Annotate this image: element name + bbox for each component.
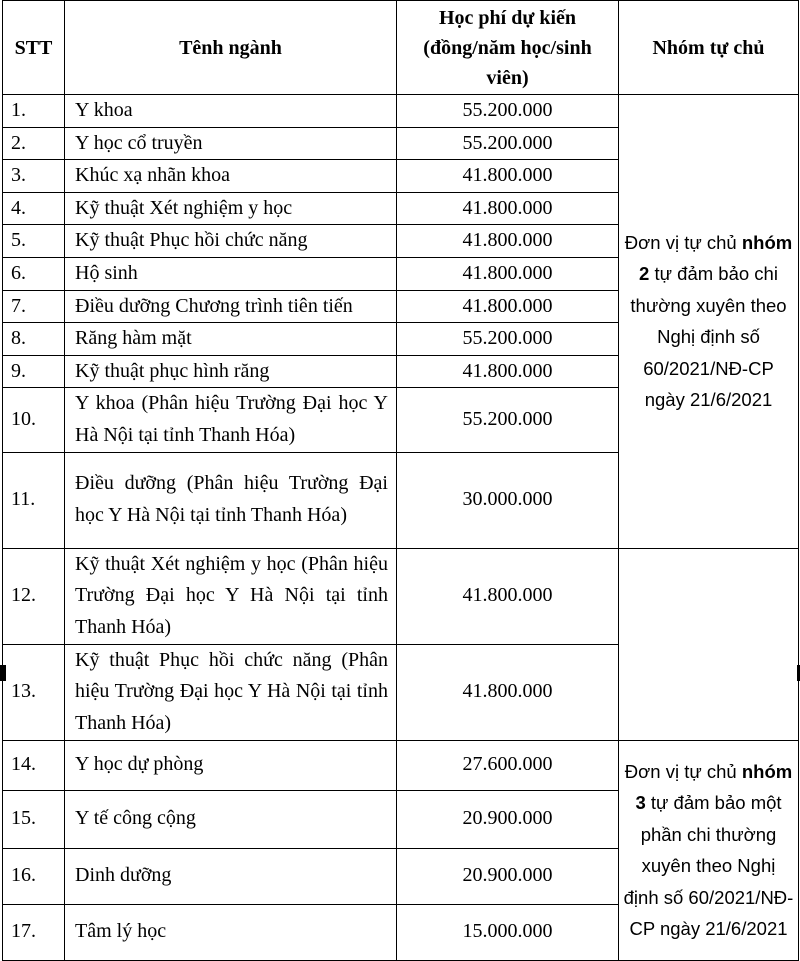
row-name: Khúc xạ nhãn khoa: [65, 160, 397, 193]
group-3-post: tự đảm bảo một phần chi thường xuyên theo Nghị định số 60/2021/NĐ-CP ngày 21/6/2021: [623, 792, 794, 940]
row-fee: 27.600.000: [397, 740, 619, 790]
row-stt: 15.: [3, 790, 65, 848]
row-stt: 7.: [3, 290, 65, 323]
row-stt: 17.: [3, 904, 65, 960]
row-fee: 41.800.000: [397, 192, 619, 225]
row-fee: 41.800.000: [397, 548, 619, 644]
left-edge-mark: [0, 665, 6, 681]
tuition-table: [2, 0, 799, 961]
row-fee: 41.800.000: [397, 290, 619, 323]
row-stt: 11.: [3, 452, 65, 548]
row-stt: 13.: [3, 644, 65, 740]
row-name: Dinh dưỡng: [65, 848, 397, 904]
row-stt: 14.: [3, 740, 65, 790]
row-stt: 8.: [3, 323, 65, 356]
row-fee: 30.000.000: [397, 452, 619, 548]
row-fee: 15.000.000: [397, 904, 619, 960]
row-stt: 16.: [3, 848, 65, 904]
row-name: Kỹ thuật Xét nghiệm y học: [65, 192, 397, 225]
group-2-pre: Đơn vị tự chủ: [624, 231, 737, 253]
row-fee: 55.200.000: [397, 323, 619, 356]
row-fee: 55.200.000: [397, 388, 619, 452]
row-name: Tâm lý học: [65, 904, 397, 960]
row-name: Y học cổ truyền: [65, 127, 397, 160]
row-name: Kỹ thuật Phục hồi chức năng: [65, 225, 397, 258]
table-row: [3, 95, 799, 128]
tuition-table-wrapper: [2, 0, 798, 961]
row-stt: 6.: [3, 257, 65, 290]
row-stt: 2.: [3, 127, 65, 160]
row-name: Y tế công cộng: [65, 790, 397, 848]
row-stt: 10.: [3, 388, 65, 452]
row-name: Kỹ thuật phục hình răng: [65, 355, 397, 388]
row-stt: 3.: [3, 160, 65, 193]
group-2-cell: [619, 95, 799, 549]
group-2-bold: nhóm 2: [639, 231, 793, 285]
row-name: Y khoa (Phân hiệu Trường Đại học Y Hà Nội tại tỉnh Thanh Hóa): [65, 388, 397, 452]
row-name: Y học dự phòng: [65, 740, 397, 790]
table-row: [3, 548, 799, 644]
row-name: Y khoa: [65, 95, 397, 128]
header-group: Nhóm tự chủ: [619, 1, 799, 95]
group-2-post: tự đảm bảo chi thường xuyên theo Nghị định số 60/2021/NĐ-CP ngày 21/6/2021: [630, 263, 787, 411]
row-fee: 41.800.000: [397, 160, 619, 193]
row-stt: 12.: [3, 548, 65, 644]
row-stt: 5.: [3, 225, 65, 258]
row-stt: 4.: [3, 192, 65, 225]
empty-group-cell: [619, 548, 799, 740]
header-fee: Học phí dự kiến (đồng/năm học/sinh viên): [397, 1, 619, 95]
header-stt: STT: [3, 1, 65, 95]
table-row: [3, 740, 799, 790]
header-name: Tênh ngành: [65, 1, 397, 95]
row-fee: 41.800.000: [397, 257, 619, 290]
row-stt: 1.: [3, 95, 65, 128]
row-fee: 20.900.000: [397, 848, 619, 904]
row-fee: 55.200.000: [397, 95, 619, 128]
header-row: [3, 1, 799, 95]
row-name: Kỹ thuật Xét nghiệm y học (Phân hiệu Trường Đại học Y Hà Nội tại tỉnh Thanh Hóa): [65, 548, 397, 644]
row-name: Điều dưỡng (Phân hiệu Trường Đại học Y Hà Nội tại tỉnh Thanh Hóa): [65, 452, 397, 548]
row-name: Hộ sinh: [65, 257, 397, 290]
row-fee: 20.900.000: [397, 790, 619, 848]
row-fee: 55.200.000: [397, 127, 619, 160]
row-name: Kỹ thuật Phục hồi chức năng (Phân hiệu Trường Đại học Y Hà Nội tại tỉnh Thanh Hóa): [65, 644, 397, 740]
row-fee: 41.800.000: [397, 225, 619, 258]
row-name: Điều dưỡng Chương trình tiên tiến: [65, 290, 397, 323]
group-3-pre: Đơn vị tự chủ: [624, 760, 737, 782]
row-fee: 41.800.000: [397, 355, 619, 388]
group-3-cell: [619, 740, 799, 960]
row-name: Răng hàm mặt: [65, 323, 397, 356]
row-stt: 9.: [3, 355, 65, 388]
row-fee: 41.800.000: [397, 644, 619, 740]
group-3-bold: nhóm 3: [635, 760, 793, 814]
